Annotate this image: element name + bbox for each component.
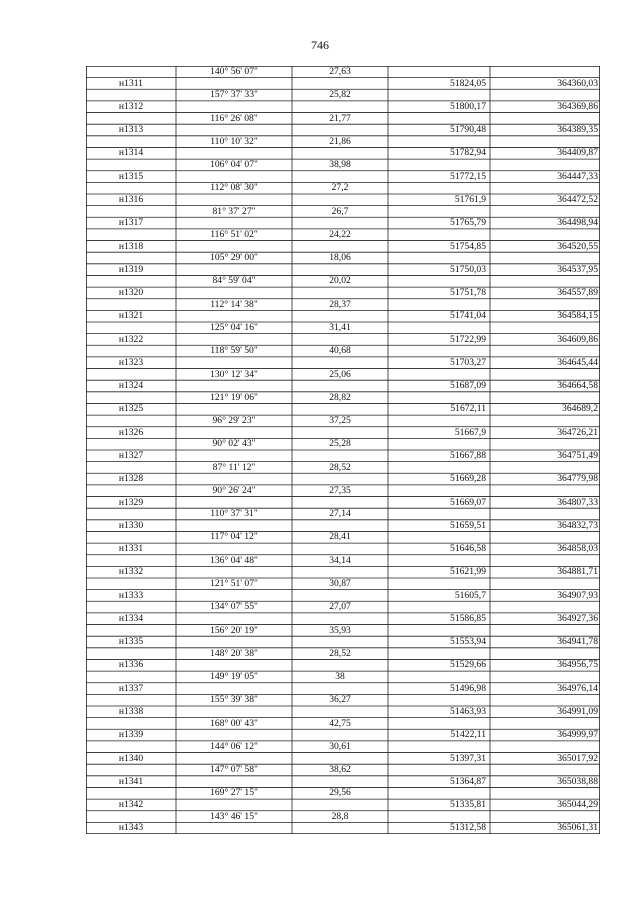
segment-angle: 118° 59' 50" [210, 345, 258, 357]
point-row [86, 753, 600, 765]
point-row [86, 729, 600, 741]
point-y: 364807,33 [557, 496, 598, 508]
point-y: 364609,86 [557, 333, 598, 345]
point-name: н1321 [118, 310, 144, 322]
point-row [86, 822, 600, 834]
segment-distance: 38,62 [329, 764, 351, 776]
point-row [86, 497, 600, 509]
segment-row [86, 345, 600, 357]
point-row [86, 427, 600, 439]
segment-row [86, 694, 600, 706]
point-name: н1322 [118, 333, 144, 345]
point-x: 51335,81 [450, 799, 486, 811]
segment-angle: 117° 04' 12" [210, 531, 258, 543]
point-name: н1341 [118, 775, 144, 787]
segment-distance: 25,06 [329, 368, 351, 380]
segment-distance: 27,2 [331, 182, 349, 194]
point-name: н1339 [118, 729, 144, 741]
segment-distance: 28,52 [329, 461, 351, 473]
segment-distance: 21,77 [329, 112, 351, 124]
segment-distance: 27,14 [329, 508, 351, 520]
point-x: 51496,98 [450, 682, 486, 694]
point-x: 51800,17 [450, 100, 486, 112]
segment-row [86, 299, 600, 311]
point-y: 364664,58 [557, 380, 598, 392]
point-x: 51750,03 [450, 263, 486, 275]
point-name: н1318 [118, 240, 144, 252]
segment-row [86, 671, 600, 683]
point-name: н1314 [118, 147, 144, 159]
segment-distance: 29,56 [329, 787, 351, 799]
point-row [86, 776, 600, 788]
segment-distance: 26,7 [331, 205, 349, 217]
segment-row [86, 764, 600, 776]
segment-angle: 110° 37' 31" [210, 508, 258, 520]
point-x: 51672,11 [450, 403, 486, 415]
segment-angle: 156° 20' 19" [210, 624, 258, 636]
page-number: 746 [311, 38, 329, 52]
segment-distance: 27,07 [329, 601, 351, 613]
point-y: 364907,93 [557, 589, 598, 601]
segment-angle: 148° 20' 38" [210, 647, 258, 659]
point-y: 364520,55 [557, 240, 598, 252]
point-name: н1327 [118, 450, 144, 461]
point-x: 51312,58 [450, 822, 486, 834]
point-row [86, 241, 600, 253]
segment-distance: 28,82 [329, 391, 351, 403]
point-x: 51687,09 [450, 380, 486, 392]
segment-row [86, 89, 600, 101]
segment-distance: 38,98 [329, 159, 351, 171]
segment-distance: 27,63 [329, 66, 351, 77]
segment-distance: 42,75 [329, 717, 351, 729]
point-name: н1319 [118, 263, 144, 275]
point-y: 364999,97 [557, 729, 598, 741]
point-row [86, 217, 600, 229]
segment-distance: 28,52 [329, 647, 351, 659]
point-name: н1326 [118, 426, 144, 438]
point-row [86, 473, 600, 485]
segment-angle: 136° 04' 48" [210, 554, 258, 566]
point-x: 51741,04 [450, 310, 486, 322]
segment-angle: 105° 29' 00" [210, 252, 258, 264]
segment-angle: 90° 26' 24" [212, 484, 256, 496]
point-y: 364498,94 [557, 217, 598, 229]
point-row [86, 357, 600, 369]
segment-distance: 30,87 [329, 578, 351, 589]
point-name: н1312 [118, 100, 144, 112]
point-y: 364447,33 [557, 170, 598, 182]
segment-distance: 38 [335, 671, 345, 683]
segment-distance: 35,93 [329, 624, 351, 636]
point-name: н1328 [118, 473, 144, 485]
point-y: 365038,88 [557, 775, 598, 787]
segment-angle: 155° 39' 38" [210, 694, 258, 706]
point-y: 365061,31 [557, 822, 598, 834]
segment-angle: 130° 12' 34" [210, 368, 258, 380]
point-y: 365017,92 [557, 752, 598, 764]
segment-angle: 121° 19' 06" [210, 391, 258, 403]
point-x: 51782,94 [450, 147, 486, 159]
point-name: н1330 [118, 519, 144, 531]
point-y: 364858,03 [557, 543, 598, 555]
segment-row [86, 718, 600, 730]
segment-angle: 110° 10' 32" [210, 135, 258, 147]
segment-row [86, 113, 600, 125]
segment-angle: 87° 11' 12" [212, 461, 256, 473]
point-name: н1338 [118, 706, 144, 717]
point-y: 364881,71 [557, 566, 598, 578]
segment-angle: 125° 04' 16" [210, 322, 258, 333]
point-row [86, 171, 600, 183]
segment-distance: 24,22 [329, 228, 351, 240]
segment-distance: 25,28 [329, 438, 351, 450]
segment-row [86, 369, 600, 381]
point-row [86, 380, 600, 392]
segment-distance: 31,41 [329, 322, 351, 333]
segment-distance: 34,14 [329, 554, 351, 566]
point-row [86, 194, 600, 206]
point-row [86, 706, 600, 718]
point-name: н1317 [118, 217, 144, 229]
segment-row [86, 555, 600, 567]
point-y: 364779,98 [557, 473, 598, 485]
segment-row [86, 252, 600, 264]
point-name: н1333 [118, 589, 144, 601]
point-row [86, 799, 600, 811]
point-x: 51772,15 [450, 170, 486, 182]
segment-row [86, 206, 600, 218]
point-y: 364389,35 [557, 124, 598, 136]
point-row [86, 636, 600, 648]
segment-distance: 21,86 [329, 135, 351, 147]
coordinates-table [86, 66, 600, 834]
segment-row [86, 136, 600, 148]
point-name: н1313 [118, 124, 144, 136]
point-row [86, 520, 600, 532]
segment-angle: 112° 08' 30" [210, 182, 258, 194]
segment-row [86, 462, 600, 474]
segment-angle: 157° 37' 33" [210, 89, 258, 101]
point-row [86, 590, 600, 602]
point-x: 51586,85 [450, 612, 486, 624]
point-name: н1342 [118, 799, 144, 811]
point-y: 364726,21 [557, 426, 598, 438]
point-y: 364832,73 [557, 519, 598, 531]
segment-angle: 121° 51' 07" [210, 578, 258, 589]
segment-row [86, 392, 600, 404]
point-x: 51765,79 [450, 217, 486, 229]
segment-distance: 18,06 [329, 252, 351, 264]
point-y: 364991,09 [557, 706, 598, 717]
point-name: н1320 [118, 287, 144, 299]
point-x: 51553,94 [450, 636, 486, 648]
segment-row [86, 601, 600, 613]
segment-distance: 20,02 [329, 275, 351, 287]
point-name: н1331 [118, 543, 144, 555]
segment-row [86, 229, 600, 241]
segment-row [86, 648, 600, 660]
segment-angle: 149° 19' 05" [210, 671, 258, 683]
point-x: 51422,11 [450, 729, 486, 741]
point-x: 51669,28 [450, 473, 486, 485]
point-row [86, 566, 600, 578]
segment-distance: 28,8 [331, 810, 349, 822]
point-row [86, 403, 600, 415]
point-x: 51790,48 [450, 124, 486, 136]
point-y: 365044,29 [557, 799, 598, 811]
point-x: 51703,27 [450, 356, 486, 368]
point-x: 51669,07 [450, 496, 486, 508]
point-x: 51722,99 [450, 333, 486, 345]
segment-angle: 106° 04' 07" [210, 159, 258, 171]
point-row [86, 264, 600, 276]
point-x: 51364,87 [450, 775, 486, 787]
point-name: н1329 [118, 496, 144, 508]
segment-angle: 90° 02' 43" [212, 438, 256, 450]
segment-row [86, 625, 600, 637]
point-y: 364584,15 [557, 310, 598, 322]
point-name: н1315 [118, 170, 144, 182]
point-x: 51824,05 [450, 77, 486, 89]
segment-row [86, 787, 600, 799]
point-name: н1340 [118, 752, 144, 764]
point-row [86, 287, 600, 299]
point-name: н1343 [118, 822, 144, 834]
segment-distance: 28,37 [329, 298, 351, 310]
segment-angle: 96° 29' 23" [212, 415, 256, 427]
point-name: н1337 [118, 682, 144, 694]
point-x: 51646,58 [450, 543, 486, 555]
point-y: 364689,2 [562, 403, 598, 415]
point-name: н1323 [118, 356, 144, 368]
point-row [86, 613, 600, 625]
segment-angle: 143° 46' 15" [210, 810, 258, 822]
segment-row [86, 275, 600, 287]
point-y: 364360,03 [557, 77, 598, 89]
point-row [86, 124, 600, 136]
point-row [86, 683, 600, 695]
segment-row [86, 182, 600, 194]
segment-angle: 116° 51' 02" [210, 228, 258, 240]
segment-row [86, 438, 600, 450]
segment-angle: 116° 26' 08" [210, 112, 258, 124]
segment-row [86, 508, 600, 520]
point-name: н1316 [118, 194, 144, 205]
segment-distance: 25,82 [329, 89, 351, 101]
point-y: 364927,36 [557, 612, 598, 624]
point-row [86, 543, 600, 555]
point-y: 364472,52 [557, 194, 598, 205]
segment-angle: 134° 07' 55" [210, 601, 258, 613]
point-name: н1332 [118, 566, 144, 578]
segment-row [86, 531, 600, 543]
point-x: 51761,9 [454, 194, 486, 205]
point-row [86, 659, 600, 671]
segment-row [86, 578, 600, 590]
point-y: 364369,86 [557, 100, 598, 112]
segment-row [86, 66, 600, 78]
segment-angle: 168° 00' 43" [210, 717, 258, 729]
segment-angle: 140° 56' 07" [210, 66, 258, 77]
point-y: 364941,78 [557, 636, 598, 648]
point-x: 51463,93 [450, 706, 486, 717]
point-name: н1311 [119, 77, 143, 89]
segment-distance: 36,27 [329, 694, 351, 706]
point-x: 51667,9 [454, 426, 486, 438]
point-y: 364409,87 [557, 147, 598, 159]
point-row [86, 334, 600, 346]
point-name: н1336 [118, 659, 144, 671]
point-row [86, 147, 600, 159]
point-x: 51621,99 [450, 566, 486, 578]
point-x: 51659,51 [450, 519, 486, 531]
segment-distance: 27,35 [329, 484, 351, 496]
point-y: 364751,49 [557, 450, 598, 461]
point-y: 364976,14 [557, 682, 598, 694]
segment-angle: 112° 14' 38" [210, 298, 258, 310]
point-y: 364645,44 [557, 356, 598, 368]
segment-distance: 40,68 [329, 345, 351, 357]
segment-distance: 30,61 [329, 740, 351, 752]
point-x: 51667,88 [450, 450, 486, 461]
point-name: н1325 [118, 403, 144, 415]
point-x: 51529,66 [450, 659, 486, 671]
point-row [86, 310, 600, 322]
segment-row [86, 322, 600, 334]
segment-angle: 169° 27' 15" [210, 787, 258, 799]
point-name: н1335 [118, 636, 144, 648]
segment-angle: 144° 06' 12" [210, 740, 258, 752]
segment-angle: 147° 07' 58" [210, 764, 258, 776]
point-x: 51397,31 [450, 752, 486, 764]
point-row [86, 78, 600, 90]
segment-row [86, 485, 600, 497]
point-y: 364956,75 [557, 659, 598, 671]
point-x: 51751,78 [450, 287, 486, 299]
segment-row [86, 811, 600, 823]
segment-distance: 37,25 [329, 415, 351, 427]
point-row [86, 450, 600, 462]
segment-row [86, 159, 600, 171]
point-x: 51754,85 [450, 240, 486, 252]
segment-distance: 28,41 [329, 531, 351, 543]
point-y: 364557,89 [557, 287, 598, 299]
point-name: н1324 [118, 380, 144, 392]
point-y: 364537,95 [557, 263, 598, 275]
segment-angle: 81° 37' 27" [212, 205, 256, 217]
point-row [86, 101, 600, 113]
segment-row [86, 415, 600, 427]
segment-angle: 84° 59' 04" [212, 275, 256, 287]
point-x: 51605,7 [454, 589, 486, 601]
point-name: н1334 [118, 612, 144, 624]
segment-row [86, 741, 600, 753]
